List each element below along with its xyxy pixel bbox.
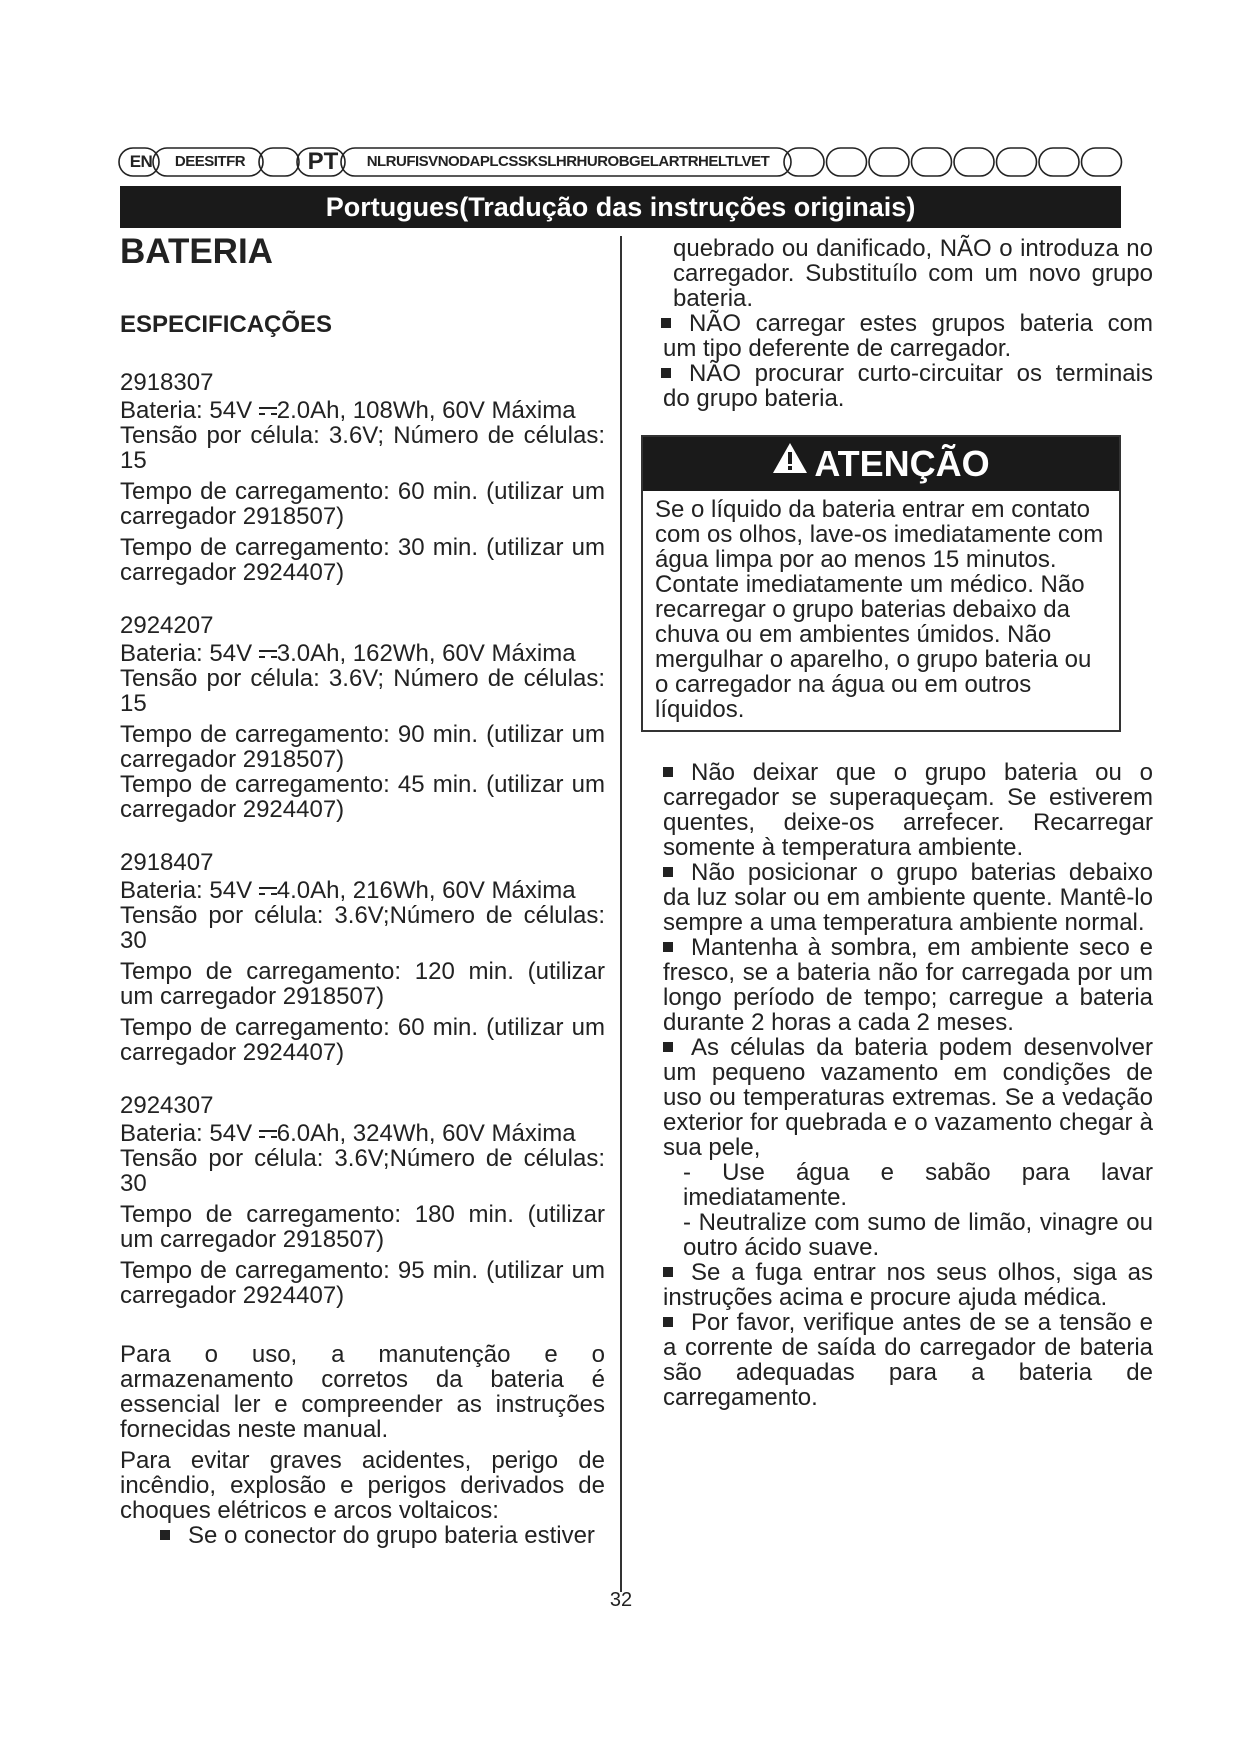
- bullet-item: Se a fuga entrar nos seus olhos, siga as instruções acima e procure ajuda médica.: [663, 1259, 1153, 1311]
- bullet-square-icon: [663, 1042, 673, 1052]
- bullet-item: As células da bateria podem desenvolver um pequeno vazamento em condições de uso ou temperaturas extremas. Se a vedação exterior for quebrada e o vazamento chegar à sua pele,: [663, 1034, 1153, 1161]
- bullet-item: Não posicionar o grupo baterias debaixo da luz solar ou em ambiente quente. Mantê-lo sempre a uma temperatura ambiente normal.: [663, 859, 1153, 936]
- charge-time-line: Tempo de carregamento: 30 min. (utilizar um carregador 2924407): [120, 534, 605, 586]
- sub-item: - Neutralize com sumo de limão, vinagre ou outro ácido suave.: [683, 1209, 1153, 1261]
- dc-symbol-icon: [259, 1128, 277, 1142]
- warning-body: Se o líquido da bateria entrar em contato com os olhos, lave-os imediatamente com água limpa por ao menos 15 minutos. Contate imediatamente um médico. Não recarregar o grupo baterias debaixo da chuva ou em ambientes úmidos. Não mergulhar o aparelho, o grupo bateria ou o carregador na água ou em outros líquidos.: [655, 496, 1104, 723]
- charge-time-line: Tempo de carregamento: 60 min. (utilizar um carregador 2924407): [120, 1014, 605, 1066]
- cells-line: Tensão por célula: 3.6V; Número de células: 15: [120, 422, 605, 474]
- bullet-square-icon: [663, 1317, 673, 1327]
- cells-line: Tensão por célula: 3.6V;Número de células: 30: [120, 902, 605, 954]
- language-pill: [784, 148, 824, 176]
- left-column: [120, 230, 605, 1548]
- bullet-square-icon: [663, 1267, 673, 1277]
- charge-time-line: Tempo de carregamento: 60 min. (utilizar um carregador 2918507): [120, 478, 605, 530]
- warning-box: [641, 435, 1121, 732]
- specifications-title: ESPECIFICAÇÕES: [120, 311, 333, 338]
- cells-line: Tensão por célula: 3.6V; Número de células: 15: [120, 665, 605, 717]
- model-code: 2924207: [120, 612, 214, 639]
- model-block: [120, 848, 605, 1065]
- dc-symbol-icon: [259, 648, 277, 662]
- intro-paragraph: Para o uso, a manutenção e o armazenamento corretos da bateria é essencial ler e compreender as instruções fornecidas neste manual.: [120, 1341, 605, 1443]
- bullet-item: Se o conector do grupo bateria estiver: [120, 1523, 605, 1548]
- charge-time-line: Tempo de carregamento: 180 min. (utilizar um carregador 2918507): [120, 1201, 605, 1253]
- bullet-item: Por favor, verifique antes de se a tensão e a corrente de saída do carregador de bateria são adequadas para a bateria de carregamento.: [663, 1309, 1153, 1411]
- bullet-item: Não deixar que o grupo bateria ou o carregador se superaqueçam. Se estiverem quentes, deixe-os arrefecer. Recarregar somente à temperatura ambiente.: [663, 759, 1153, 861]
- language-code: DEESITFR: [174, 153, 246, 170]
- language-pill: [827, 148, 867, 176]
- language-code: NLRUFISVNODAPLCSSKSLHRHUROBGELARTRHELTLVET: [366, 153, 770, 170]
- model-code: 2918407: [120, 849, 214, 876]
- charge-time-line: Tempo de carregamento: 45 min. (utilizar um carregador 2924407): [120, 771, 605, 823]
- bullet-item: NÃO carregar estes grupos bateria com um tipo deferente de carregador.: [663, 310, 1153, 362]
- language-pill: [954, 148, 994, 176]
- sub-item: - Use água e sabão para lavar imediatamente.: [683, 1159, 1153, 1211]
- warning-header: [643, 437, 1119, 491]
- bullet-square-icon: [661, 368, 671, 378]
- language-pill: [259, 148, 299, 176]
- model-code: 2918307: [120, 369, 214, 396]
- language-pill: [1082, 148, 1122, 176]
- charge-time-line: Tempo de carregamento: 95 min. (utilizar um carregador 2924407): [120, 1257, 605, 1309]
- language-code: EN: [129, 152, 153, 171]
- battery-line: Bateria: 54V 3.0Ah, 162Wh, 60V Máxima: [120, 640, 576, 667]
- column-divider: [620, 236, 622, 1592]
- bullet-square-icon: [661, 318, 671, 328]
- language-pill: [1039, 148, 1079, 176]
- warning-triangle-icon: [772, 435, 808, 489]
- section-title: BATERIA: [120, 232, 273, 271]
- language-pill: [869, 148, 909, 176]
- bullet-square-icon: [663, 867, 673, 877]
- model-block: [120, 611, 605, 822]
- model-block: [120, 1091, 605, 1308]
- bullet-item: NÃO procurar curto-circuitar os terminais do grupo bateria.: [663, 360, 1153, 412]
- language-strip: [118, 147, 1123, 177]
- right-column: [655, 235, 1153, 1411]
- model-block: [120, 368, 605, 585]
- language-code: PT: [307, 148, 339, 175]
- language-pill: [997, 148, 1037, 176]
- dc-symbol-icon: [259, 405, 277, 419]
- model-code: 2924307: [120, 1092, 214, 1119]
- charge-time-line: Tempo de carregamento: 90 min. (utilizar um carregador 2918507): [120, 721, 605, 773]
- cells-line: Tensão por célula: 3.6V;Número de células: 30: [120, 1145, 605, 1197]
- bullet-square-icon: [663, 767, 673, 777]
- page-number: 32: [609, 1589, 633, 1611]
- charge-time-line: Tempo de carregamento: 120 min. (utilizar um carregador 2918507): [120, 958, 605, 1010]
- page-banner: Portugues(Tradução das instruções originais): [120, 186, 1121, 228]
- safety-paragraph: Para evitar graves acidentes, perigo de incêndio, explosão e perigos derivados de choques elétricos e arcos voltaicos:: [120, 1447, 605, 1524]
- safety-list: [663, 759, 1153, 1411]
- bullet-square-icon: [160, 1530, 170, 1540]
- battery-line: Bateria: 54V 4.0Ah, 216Wh, 60V Máxima: [120, 877, 576, 904]
- continued-text: quebrado ou danificado, NÃO o introduza no carregador. Substituílo com um novo grupo bateria.: [673, 235, 1153, 312]
- battery-line: Bateria: 54V 2.0Ah, 108Wh, 60V Máxima: [120, 397, 576, 424]
- warning-title: ATENÇÃO: [814, 443, 990, 484]
- bullet-item: Mantenha à sombra, em ambiente seco e fresco, se a bateria não for carregada por um longo período de tempo; carregue a bateria durante 2 horas a cada 2 meses.: [663, 934, 1153, 1036]
- language-pill: [912, 148, 952, 176]
- dc-symbol-icon: [259, 885, 277, 899]
- battery-line: Bateria: 54V 6.0Ah, 324Wh, 60V Máxima: [120, 1120, 576, 1147]
- bullet-square-icon: [663, 942, 673, 952]
